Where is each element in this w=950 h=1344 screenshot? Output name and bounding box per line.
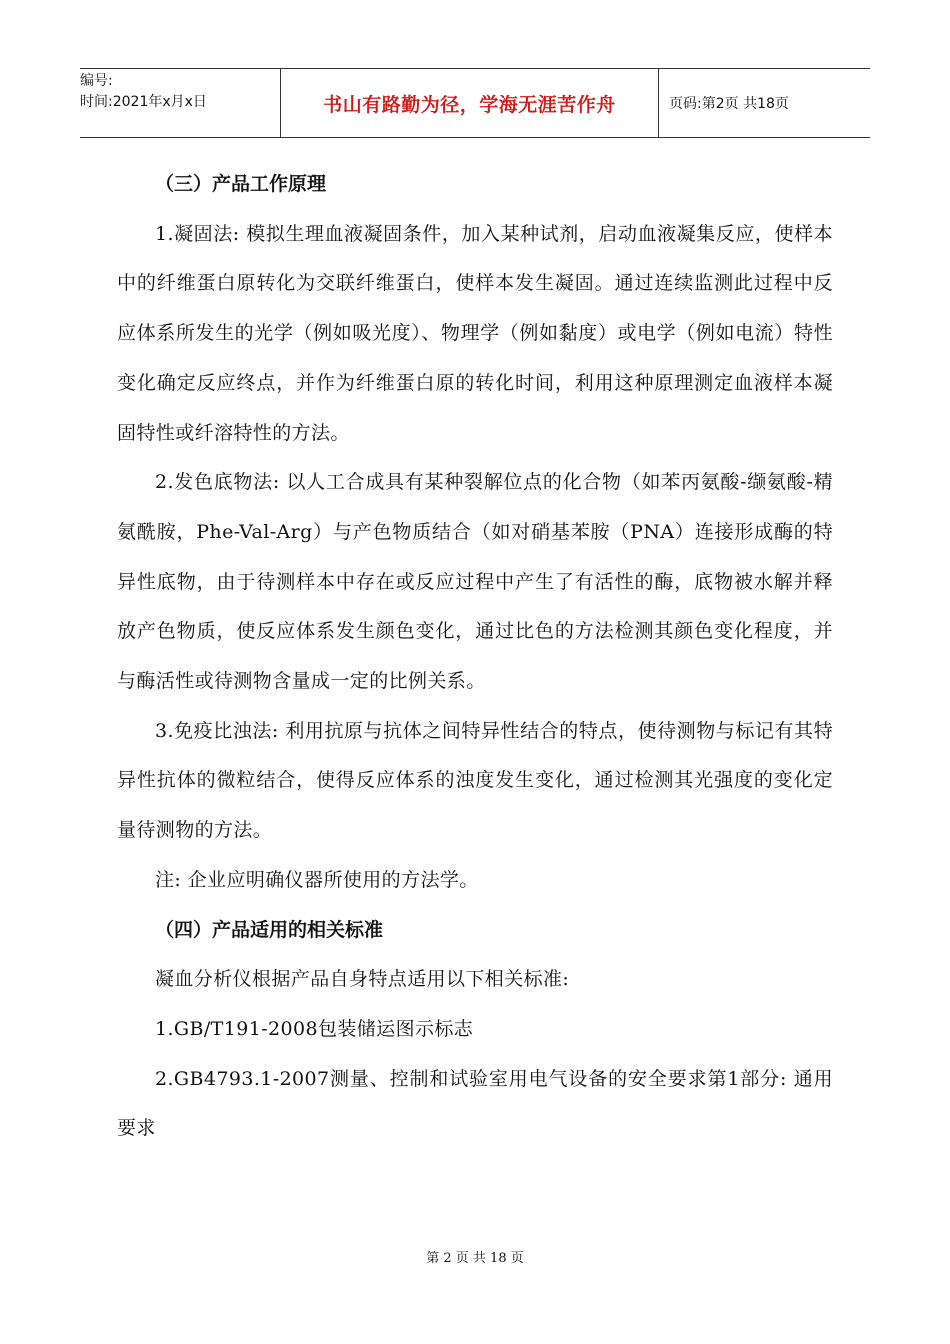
paragraph-chromogenic-method: 2.发色底物法: 以人工合成具有某种裂解位点的化合物（如苯丙氨酸-缬氨酸-精氨酰胺，Phe-Val-Arg）与产色物质结合（如对硝基苯胺（PNA）连接形成酶的特异性底物，由于待测样本中存在或反应过程中产生了有活性的酶，底物被水解并释放产色物质，使反应体系发生颜色变化，通过比色的方法检测其颜色变化程度，并与酶活性或待测物含量成一定的比例关系。 [117,471,833,693]
section-heading-principle: （三）产品工作原理 [155,173,327,195]
paragraph-standards-intro: 凝血分析仪根据产品自身特点适用以下相关标准: [155,968,570,991]
document-number-label: 编号: [80,73,113,89]
section-heading-standards: （四）产品适用的相关标准 [155,918,384,941]
paragraph-immunoturbidimetry: 3.免疫比浊法: 利用抗原与抗体之间特异性结合的特点，使待测物与标记有其特异性抗体的微粒结合，使得反应体系的浊度发生变化，通过检测其光强度的变化定量待测物的方法。 [117,719,833,842]
standard-item-1: 1.GB/T191-2008包装储运图示标志 [155,1017,474,1040]
document-body [117,160,833,1154]
page-footer: 第 2 页 共 18 页 [426,1251,524,1266]
header-motto: 书山有路勤为径，学海无涯苦作舟 [281,69,659,137]
standard-item-2: 2.GB4793.1-2007测量、控制和试验室用电气设备的安全要求第1部分: 通用要求 [117,1067,833,1140]
paragraph-coagulation-method: 1.凝固法: 模拟生理血液凝固条件，加入某种试剂，启动血液凝集反应，使样本中的纤维蛋白原转化为交联纤维蛋白，使样本发生凝固。通过连续监测此过程中反应体系所发生的光学（例如吸光度）、物理学（例如黏度）或电学（例如电流）特性变化确定反应终点，并作为纤维蛋白原的转化时间，利用这种原理测定血液样本凝固特性或纤溶特性的方法。 [117,222,833,444]
document-time-label: 时间:2021年x月x日 [80,94,207,110]
paragraph-note: 注: 企业应明确仪器所使用的方法学。 [155,868,479,891]
header-page-number: 页码:第2页 共18页 [669,96,789,112]
header-meta [80,69,281,137]
page-header [80,68,870,138]
